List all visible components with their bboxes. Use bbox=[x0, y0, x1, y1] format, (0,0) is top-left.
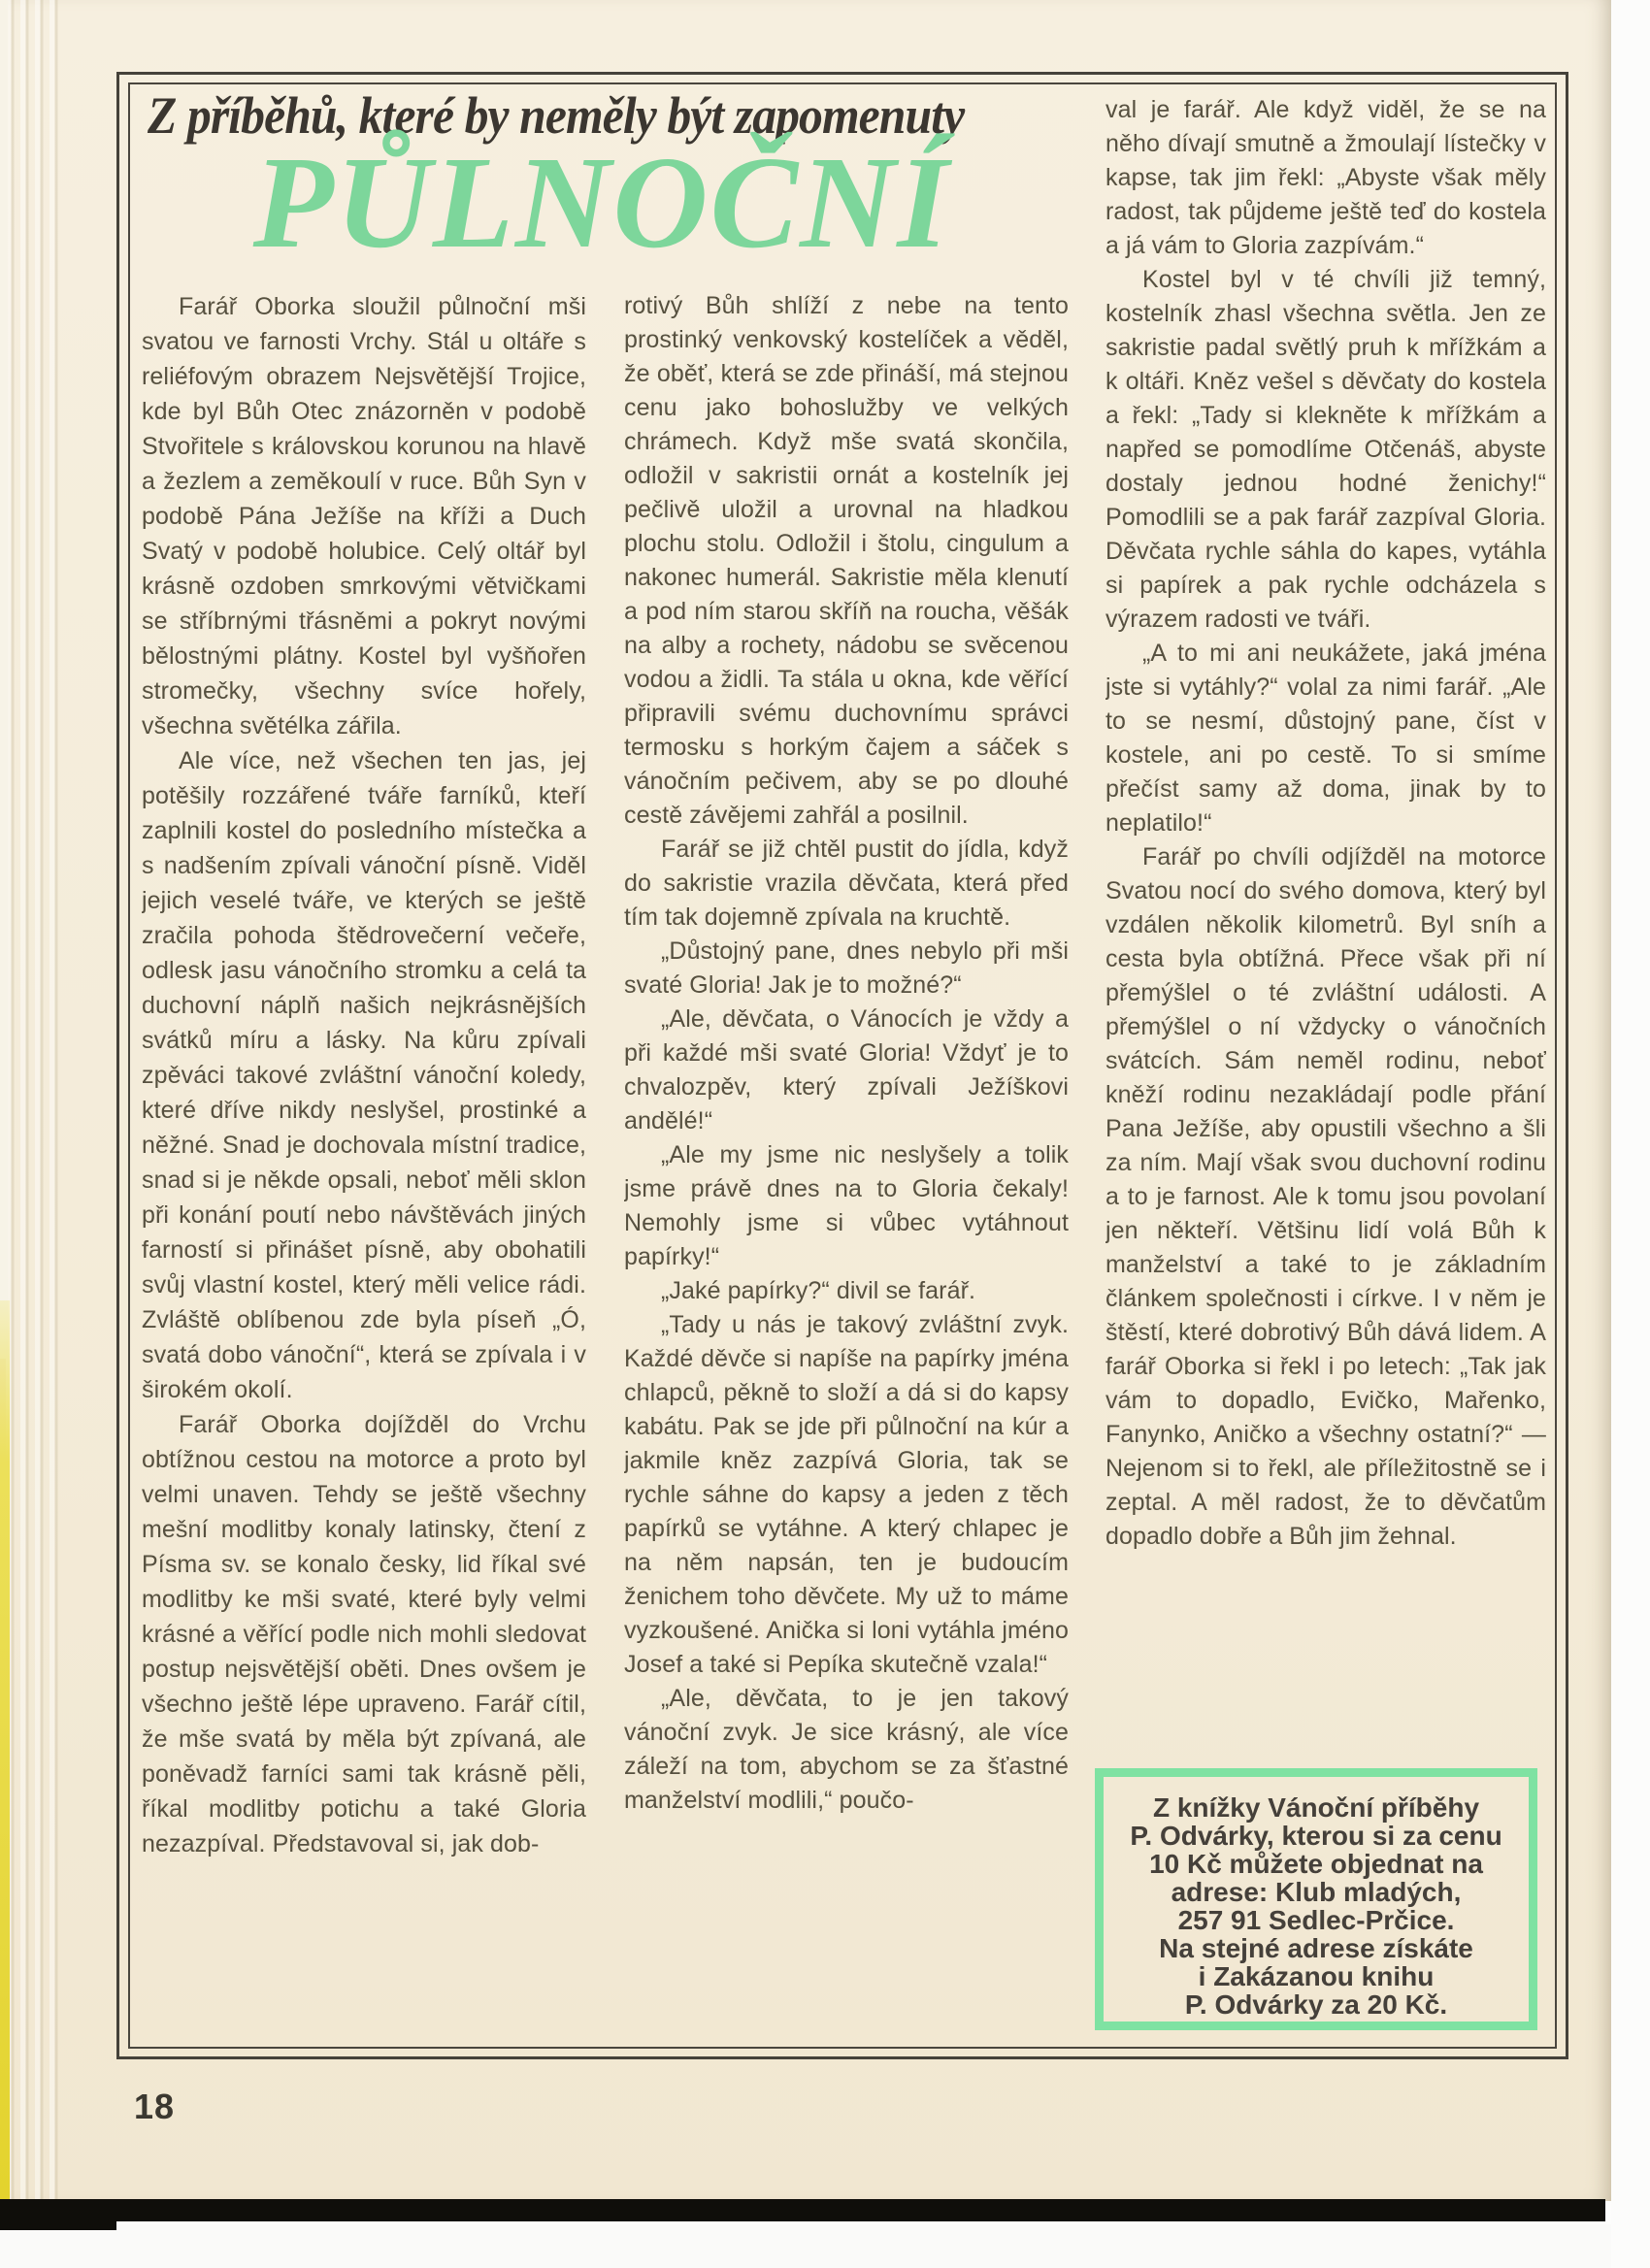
page-number: 18 bbox=[134, 2087, 176, 2126]
paragraph: Farář Oborka dojížděl do Vrchu obtížnou cestou na motorce a proto byl velmi unaven. Tehdy se ještě všechny mešní modlitby konaly latinsky, čtení z Písma sv. se konalo česky, lid říkal své modlitby ke mši svaté, které byly velmi krásné a věřící podle nich mohli sledovat postup nejsvětější oběti. Dnes ovšem je všechno ještě lépe upraveno. Farář cítil, že mše svatá by měla být zpívaná, ale poněvadž farníci sami tak krásně pěli, říkal modlitby potichu a také Gloria nezazpíval. Představoval si, jak dob- bbox=[142, 1411, 586, 1857]
order-info-line: P. Odvárky za 20 Kč. bbox=[1184, 1989, 1448, 2020]
paragraph: Ale více, než všechen ten jas, jej potěšily rozzářené tváře farníků, kteří zaplnili kostel do posledního místečka a s nadšením zpívali vánoční písně. Viděl jejich veselé tváře, ve kterých se ještě zračila pohoda štědrovečerní večeře, odlesk jasu vánočního stromku a celá ta duchovní náplň našich nejkrásnějších svátků míru a lásky. Na kůru zpívali zpěváci takové zvláštní vánoční koledy, které dříve nikdy neslyšel, prostinké a něžné. Snad je dochovala místní tradice, snad si je někde opsali, neboť měli sklon při konání poutí nebo návštěvách jiných farností si přinášet písně, aby obohatili svůj vlastní kostel, který měli velice rádi. Zvláště oblíbenou zde byla píseň „Ó, svatá dobo vánoční“, která se zpívala i v širokém okolí. bbox=[142, 747, 586, 1403]
paragraph: Farář po chvíli odjížděl na motorce Svatou nocí do svého domova, který byl vzdálen několik kilometrů. Byl sníh a cesta byla obtížná. Přece však při ní přemýšlel o té zvláštní události. A přemýšlel o ní vždycky o vánočních svátcích. Sám neměl rodinu, neboť kněží rodinu nezakládají podle přání Pana Ježíše, aby opustili všechno a šli za ním. Mají však svou duchovní rodinu a to je farnost. Ale k tomu jsou povolaní jen někteří. Většinu lidí volá Bůh k manželství a také to je základním článkem společnosti i církve. I v něm je štěstí, které dobrotivý Bůh dává lidem. A farář Oborka si řekl i po letech: „Tak jak vám to dopadlo, Evičko, Mařenko, Fanynko, Aničko a všechny ostatní?“ — Nejenom si to řekl, ale příležitostně se i zeptal. A měl radost, že to děvčatům dopadlo dobře a Bůh jim žehnal. bbox=[1106, 843, 1546, 1550]
paragraph: „Důstojný pane, dnes nebylo při mši svaté Gloria! Jak je to možné?“ bbox=[624, 937, 1069, 999]
page-bottom-edge-shadow bbox=[0, 2199, 1605, 2221]
yellow-edge-strip bbox=[0, 1300, 10, 2201]
order-info-line: Z knížky Vánoční příběhy bbox=[1152, 1792, 1480, 1823]
order-info-line: 257 91 Sedlec-Prčice. bbox=[1177, 1905, 1455, 1935]
paragraph: Farář se již chtěl pustit do jídla, když do sakristie vrazila děvčata, která před tím tak dojemně zpívala na kruchtě. bbox=[624, 836, 1069, 931]
page-left-fold-lines bbox=[6, 0, 58, 2201]
text-column-middle bbox=[624, 289, 1069, 2030]
paragraph: „Ale, děvčata, o Vánocích je vždy a při každé mši svaté Gloria! Vždyť je to chvalozpěv, který zpívali Ježíškovi andělé!“ bbox=[624, 1005, 1069, 1134]
scanner-bed-bottom bbox=[0, 2224, 1650, 2268]
paragraph: val je farář. Ale když viděl, že se na něho dívají smutně a žmoulají lístečky v kapse, tak jim řekl: „Abyste však měly radost, tak půjdeme ještě teď do kostela a já vám to Gloria zazpívám.“ bbox=[1106, 96, 1546, 259]
order-info-line: 10 Kč můžete objednat na bbox=[1149, 1849, 1483, 1879]
text-column-left bbox=[142, 289, 586, 2030]
order-info-line: i Zakázanou knihu bbox=[1198, 1961, 1435, 1991]
text-column-right bbox=[1106, 93, 1546, 1766]
order-info-box bbox=[1095, 1768, 1537, 2030]
paragraph: rotivý Bůh shlíží z nebe na tento prostinký venkovský kostelíček a věděl, že oběť, která se zde přináší, má stejnou cenu jako bohoslužby ve velkých chrámech. Když mše svatá skončila, odložil v sakristii ornát a kostelník jej pečlivě uložil a urovnal na hladkou plochu stolu. Odložil i štolu, cingulum a nakonec humerál. Sakristie měla klenutí a pod ním starou skříň na roucha, věšák na alby a rochety, nádobu se svěcenou vodou a židli. Ta stála u okna, kde věřící připravili svému duchovnímu správci termosku s horkým čajem a sáček s vánočním pečivem, aby se po dlouhé cestě závějemi zahřál a posilnil. bbox=[624, 292, 1069, 829]
paragraph: „A to mi ani neukážete, jaká jména jste si vytáhly?“ volal za nimi farář. „Ale to se nesmí, důstojný pane, číst v kostele, ani po cestě. To si smíme přečíst samy až doma, jinak by to neplatilo!“ bbox=[1106, 640, 1546, 837]
paragraph: Farář Oborka sloužil půlnoční mši svatou ve farnosti Vrchy. Stál u oltáře s reliéfovým obrazem Nejsvětější Trojice, kde byl Bůh Otec znázorněn v podobě Stvořitele s královskou korunou na hlavě a žezlem a zeměkoulí v ruce. Bůh Syn v podobě Pána Ježíše na kříži a Duch Svatý v podobě holubice. Celý oltář byl krásně ozdoben smrkovými větvičkami se stříbrnými třásněmi a pokryt novými bělostnými plátny. Kostel byl vyšňořen stromečky, všechny svíce hořely, všechna světélka zářila. bbox=[142, 293, 586, 740]
paragraph: „Ale, děvčata, to je jen takový vánoční zvyk. Je sice krásný, ale více záleží na tom, abychom se za šťastné manželství modlili,“ poučo- bbox=[624, 1685, 1069, 1814]
paragraph: „Jaké papírky?“ divil se farář. bbox=[661, 1277, 976, 1304]
paragraph: Kostel byl v té chvíli již temný, kostelník zhasl všechna světla. Jen ze sakristie padal světlý pruh k mřížkám a k oltáři. Kněz vešel s děvčaty do kostela a řekl: „Tady si klekněte k mřížkám a napřed se pomodlíme Otčenáš, abyste dostaly jednou hodné ženichy!“ Pomodlili se a pak farář zazpíval Gloria. Děvčata rychle sáhla do kapes, vytáhla si papírek a pak rychle odcházela s výrazem radosti ve tváři. bbox=[1106, 266, 1546, 633]
page-left-edge bbox=[0, 0, 8, 1359]
scanner-bed-right bbox=[1611, 0, 1650, 2268]
order-info-line: Na stejné adrese získáte bbox=[1159, 1933, 1473, 1963]
article-title: PŮLNOČNÍ bbox=[252, 130, 951, 276]
order-info-line: adrese: Klub mladých, bbox=[1171, 1877, 1462, 1907]
paragraph: „Tady u nás je takový zvláštní zvyk. Každé děvče si napíše na papírky jména chlapců, pěkně to složí a dá si do kapsy kabátu. Pak se jde při půlnoční na kúr a jakmile kněz zazpívá Gloria, tak se rychle sáhne do kapsy a jeden z těch papírků se vytáhne. A který chlapec je na něm napsán, ten je budoucím ženichem toho děvčete. My už to máme vyzkoušené. Anička si loni vytáhla jméno Josef a také si Pepíka skutečně vzala!“ bbox=[624, 1311, 1069, 1678]
order-info-line: P. Odvárky, kterou si za cenu bbox=[1130, 1821, 1502, 1851]
paragraph: „Ale my jsme nic neslyšely a tolik jsme právě dnes na to Gloria čekaly! Nemohly jsme si vůbec vytáhnout papírky!“ bbox=[624, 1141, 1069, 1270]
article-kicker: Z příběhů, které by neměly být zapomenuty bbox=[148, 86, 965, 145]
